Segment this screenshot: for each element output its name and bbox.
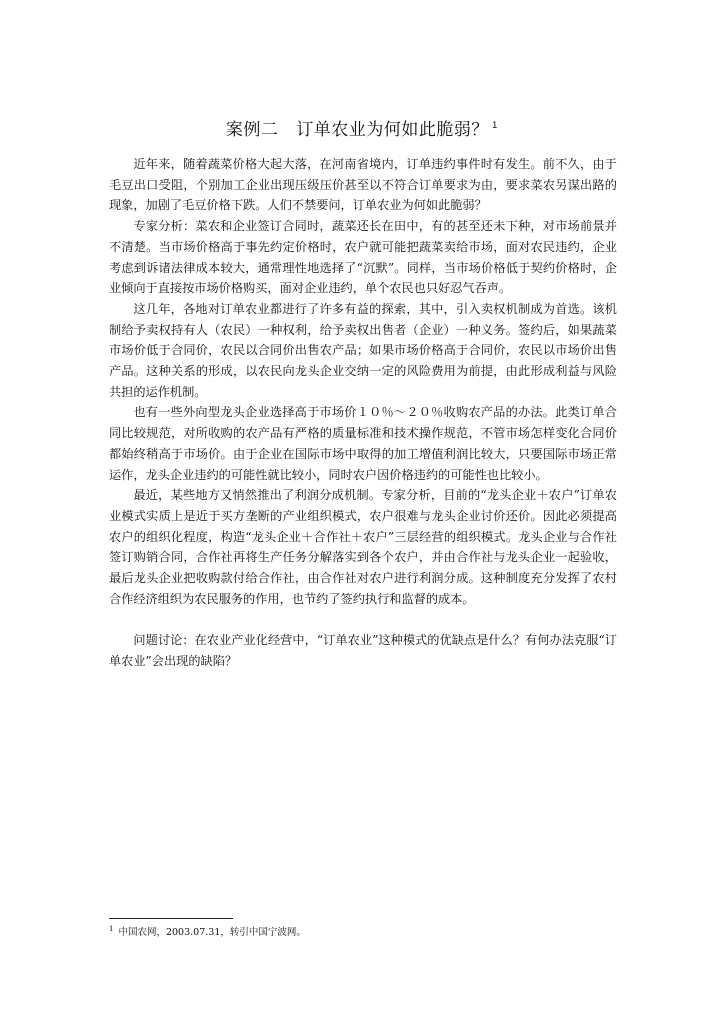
- paragraph-premium-pricing: 也有一些外向型龙头企业选择高于市场价１０％～２０％收购农产品的办法。此类订单合同比较规范，对所收购的农产品有严格的质量标准和技术操作规范，不管市场怎样变化合同价都始终稍高于市场价。由于企业在国际市场中取得的加工增值利润比较大，只要国际市场正常运作，龙头企业违约的可能性就比较小，同时农户因价格违约的可能性也比较小。: [109, 405, 617, 482]
- paragraph-intro: 近年来，随着蔬菜价格大起大落，在河南省境内，订单违约事件时有发生。前不久，由于毛豆出口受阻，个别加工企业出现压级压价甚至以不符合订单要求为由，要求菜农另谋出路的现象，加剧了毛豆价格下跌。人们不禁要问，订单农业为何如此脆弱？: [109, 157, 617, 213]
- footnote: [109, 922, 306, 940]
- case-heading: 订单农业为何如此脆弱？: [296, 120, 489, 140]
- case-label: 案例二: [225, 120, 279, 140]
- document-body: [109, 154, 617, 672]
- footnote-marker: 1: [109, 925, 114, 933]
- paragraph-expert-analysis: 专家分析：菜农和企业签订合同时，蔬菜还长在田中，有的甚至还未下种，对市场前景并不清楚。当市场价格高于事先约定价格时，农户就可能把蔬菜卖给市场，面对农民违约，企业考虑到诉诸法律成本较大，通常理性地选择了“沉默”。同样，当市场价格低于契约价格时，企业倾向于直接按市场价格购买，面对企业违约，单个农民也只好忍气吞声。: [109, 219, 617, 296]
- footnote-reference[interactable]: 1: [491, 121, 499, 131]
- footnote-text: 中国农网，2003.07.31，转引中国宁波网。: [118, 927, 306, 938]
- page-title: [0, 114, 724, 142]
- discussion-question: 问题讨论：在农业产业化经营中，“订单农业”这种模式的优缺点是什么？有何办法克服“订单农业”会出现的缺陷？: [109, 633, 617, 668]
- paragraph-profit-sharing: 最近，某些地方又悄然推出了利润分成机制。专家分析，目前的“龙头企业＋农户”订单农业模式实质上是近于买方垄断的产业组织模式，农户很难与龙头企业讨价还价。因此必须提高农户的组织化程度，构造“龙头企业＋合作社＋农户”三层经营的组织模式。龙头企业与合作社签订购销合同，合作社再将生产任务分解落实到各个农户，并由合作社与龙头企业一起验收，最后龙头企业把收购款付给合作社，由合作社对农户进行利润分成。这种制度充分发挥了农村合作经济组织为农民服务的作用，也节约了签约执行和监督的成本。: [109, 488, 617, 606]
- footnote-divider: [109, 918, 233, 919]
- paragraph-put-option-mechanism: 这几年，各地对订单农业都进行了许多有益的探索，其中，引入卖权机制成为首选。该机制给予卖权持有人（农民）一种权利，给予卖权出售者（企业）一种义务。签约后，如果蔬菜市场价低于合同价，农民以合同价出售农产品；如果市场价格高于合同价，农民以市场价出售产品。这种关系的形成，以农民向龙头企业交纳一定的风险费用为前提，由此形成利益与风险共担的运作机制。: [109, 301, 617, 399]
